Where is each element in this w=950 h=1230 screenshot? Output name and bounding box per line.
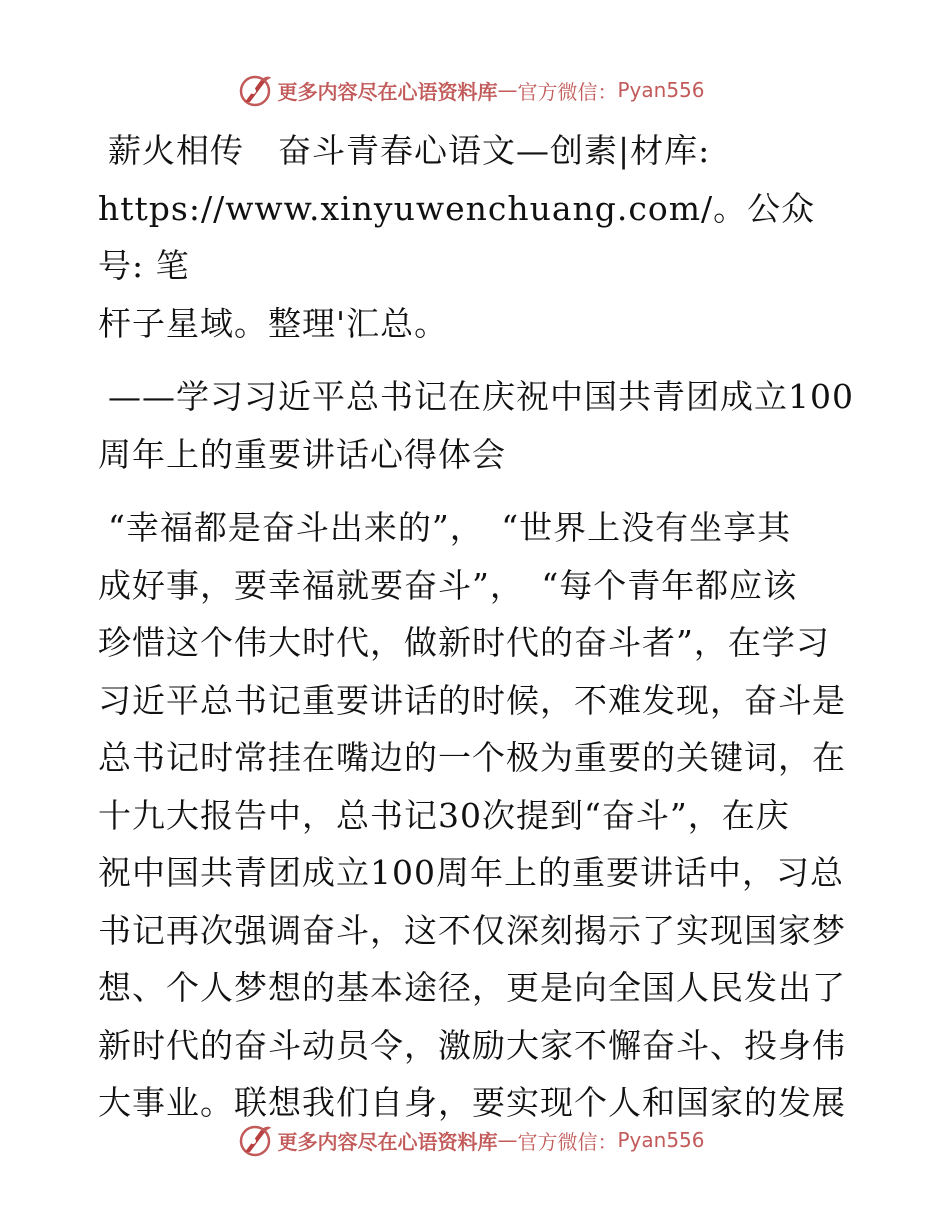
quill-logo-icon: [237, 72, 273, 108]
body-line: 成好事，要幸福就要奋斗”， “每个青年都应该: [98, 565, 798, 605]
banner-site-text: 更多内容尽在心语资料库: [277, 79, 498, 104]
banner-wechat-id: Pyan556: [617, 78, 705, 102]
body-line: 珍惜这个伟大时代，做新时代的奋斗者”，在学习: [98, 623, 830, 662]
body-line: 十九大报告中，总书记30次提到“奋斗”，在庆: [98, 795, 790, 835]
body-line: 新时代的奋斗动员令，激励大家不懈奋斗、投身伟: [98, 1025, 846, 1065]
banner-separator: —: [497, 78, 518, 102]
body-line: 总书记时常挂在嘴边的一个极为重要的关键词，在: [98, 738, 846, 777]
title-line: https://www.xinyuwenchuang.com/。公众号: 笔: [98, 188, 816, 285]
banner-site-text: 更多内容尽在心语资料库: [277, 1129, 498, 1154]
body-line: 想、个人梦想的基本途径，更是向全国人民发出了: [98, 968, 846, 1007]
title-line: 杆子星域。整理'汇总。: [98, 303, 449, 343]
quill-logo-icon: [237, 1122, 273, 1158]
banner-separator: —: [497, 1128, 518, 1152]
body-line: 书记再次强调奋斗，这不仅深刻揭示了实现国家梦: [98, 910, 846, 950]
body-line: 大事业。联想我们自身，要实现个人和国家的发展: [98, 1083, 846, 1122]
banner-wechat-label: 官方微信：: [517, 1129, 618, 1154]
banner-wechat-label: 官方微信：: [517, 79, 618, 104]
document-body: [98, 122, 858, 1132]
title-line: 薪火相传 奋斗青春心语文—创素|材库:: [108, 131, 711, 170]
body-line: “幸福都是奋斗出来的”， “世界上没有坐享其: [108, 508, 792, 547]
header-banner: [0, 70, 950, 110]
subtitle-line: 周年上的重要讲话心得体会: [98, 434, 506, 474]
footer-banner: [0, 1120, 950, 1160]
body-paragraph: [98, 499, 858, 1132]
banner-wechat-id: Pyan556: [617, 1128, 705, 1152]
body-line: 祝中国共青团成立100周年上的重要讲话中，习总: [98, 853, 844, 892]
body-line: 习近平总书记重要讲话的时候，不难发现，奋斗是: [98, 680, 846, 720]
subtitle-block: [98, 368, 858, 483]
title-block: [98, 122, 858, 352]
subtitle-line: ——学习习近平总书记在庆祝中国共青团成立100: [108, 377, 854, 416]
